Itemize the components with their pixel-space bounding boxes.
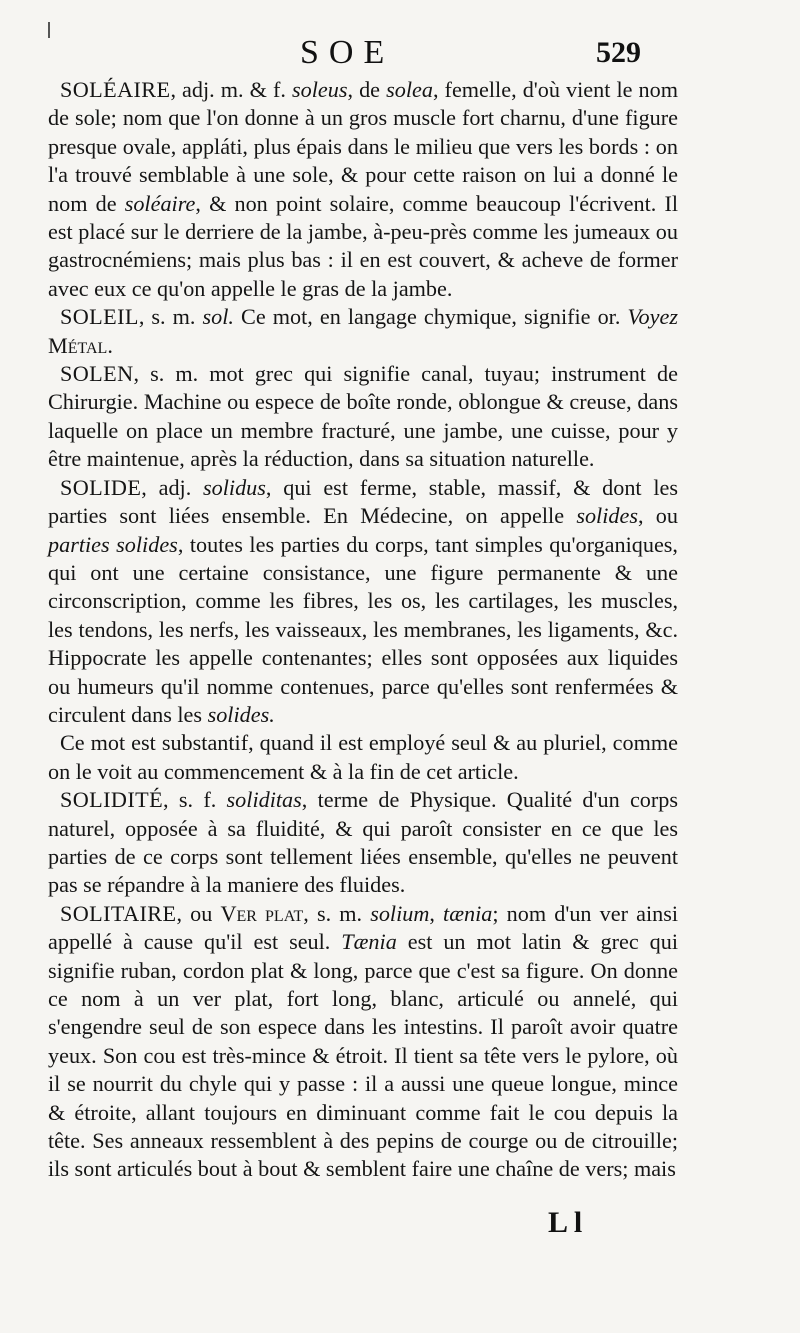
entry-term: SOLEN xyxy=(60,361,134,387)
cross-reference: Métal xyxy=(48,332,108,358)
entry-term: SOLITAIRE xyxy=(60,900,177,926)
paragraph-note: Ce mot est substantif, quand il est employé seul & au pluriel, comme on le voit au commencement & à la fin de cet article. xyxy=(48,730,678,784)
entry-solen: SOLEN, s. m. mot grec qui signifie canal, tuyau; instrument de Chirurgie. Machine ou espece de boîte ronde, oblongue & creuse, dans laquelle on place un membre fracturé, une jambe, une cuisse, pour y être maintenue, après la réduction, dans sa situation naturelle. xyxy=(48,361,678,472)
entry-term: SOLÉAIRE xyxy=(60,77,171,102)
text-column xyxy=(48,76,678,1184)
entry-solidite: SOLIDITÉ, s. f. soliditas, terme de Physique. Qualité d'un corps naturel, opposée à sa fluidité, & qui paroît consister en ce que les parties de ce corps sont tellement liées ensemble, qu'elles ne peuvent pas se répandre à la maniere des fluides. xyxy=(48,787,678,898)
entry-solide: SOLIDE, adj. solidus, qui est ferme, stable, massif, & dont les parties sont liées ensemble. En Médecine, on appelle solides, ou parties solides, toutes les parties du corps, tant simples qu'organiques, qui ont une certaine consistance, une figure permanente & une circonscription, comme les fibres, les os, les cartilages, les muscles, les tendons, les nerfs, les vaisseaux, les membranes, les ligaments, &c. Hippocrate les appelle contenantes; elles sont opposées aux liquides ou humeurs qu'il nomme contenues, parce qu'elles sont renfermées & circulent dans les solides. xyxy=(48,474,678,727)
running-title: SOE xyxy=(300,34,395,71)
running-head xyxy=(0,34,800,74)
entry-solitaire: SOLITAIRE, ou Ver plat, s. m. solium, tænia; nom d'un ver ainsi appellé à cause qu'il est seul. Tænia est un mot latin & grec qui signifie ruban, cordon plat & long, parce que c'est sa figure. On donne ce nom à un ver plat, fort long, blanc, articulé ou annelé, qui s'engendre seul de son espece dans les intestins. Il paroît avoir quatre yeux. Son cou est très-mince & étroit. Il tient sa tête vers le pylore, où il se nourrit du chyle qui y passe : il a aussi une queue longue, mince & étroite, allant toujours en diminuant comme fait le cou depuis la tête. Ses anneaux ressemblent à des pepins de courge ou de citrouille; ils sont articulés bout à bout & semblent faire une chaîne de vers; mais xyxy=(48,900,678,1182)
entry-soleil: SOLEIL, s. m. sol. Ce mot, en langage chymique, signifie or. Voyez Métal. xyxy=(48,304,678,358)
entry-term: SOLIDE xyxy=(60,474,142,500)
catchword: L l xyxy=(548,1206,583,1239)
entry-term: SOLIDITÉ xyxy=(60,787,164,813)
entry-soleaire: SOLÉAIRE, adj. m. & f. soleus, de solea, femelle, d'où vient le nom de sole; nom que l'on donne à un gros muscle fort charnu, d'une figure presque ovale, appláti, plus épais dans le milieu que vers les bords : on l'a trouvé semblable à une sole, & pour cette raison on lui a donné le nom de soléaire, & non point solaire, comme beaucoup l'écrivent. Il est placé sur le derriere de la jambe, à-peu-près comme les jumeaux ou gastrocnémiens; mais plus bas : il en est couvert, & acheve de former avec eux ce qu'on appelle le gras de la jambe. xyxy=(48,77,679,301)
entry-term: SOLEIL xyxy=(60,304,139,330)
page-number: 529 xyxy=(596,36,641,69)
